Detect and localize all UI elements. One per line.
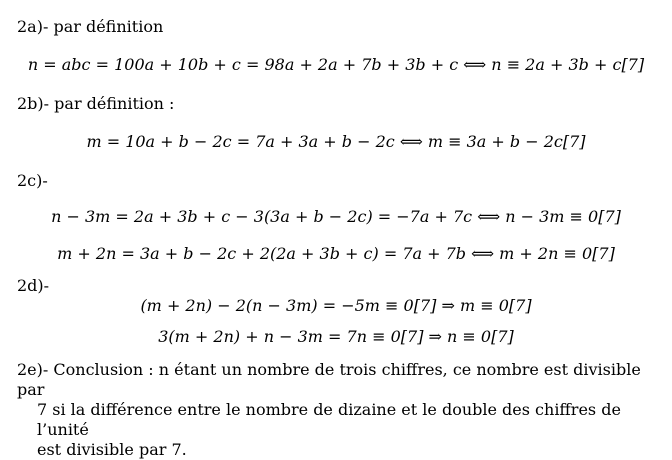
section-2b-label: 2b)- par définition : bbox=[17, 94, 175, 113]
equation-2b: m = 10a + b − 2c = 7a + 3a + b − 2c ⟺ m ≡ 3a + b − 2c[7] bbox=[86, 132, 586, 151]
section-2a-label: 2a)- par définition bbox=[17, 17, 164, 36]
section-2c-label: 2c)- bbox=[17, 171, 48, 190]
conclusion-paragraph bbox=[17, 360, 657, 460]
conclusion-line-2: 7 si la différence entre le nombre de dizaine et le double des chiffres de l’unité bbox=[37, 400, 621, 439]
equation-2d-1: (m + 2n) − 2(n − 3m) = −5m ≡ 0[7] ⇒ m ≡ 0[7] bbox=[140, 296, 532, 315]
equation-2c-1: n − 3m = 2a + 3b + c − 3(3a + b − 2c) = −7a + 7c ⟺ n − 3m ≡ 0[7] bbox=[51, 207, 621, 226]
equation-2d-2: 3(m + 2n) + n − 3m = 7n ≡ 0[7] ⇒ n ≡ 0[7] bbox=[158, 327, 514, 346]
equation-2c-2: m + 2n = 3a + b − 2c + 2(2a + 3b + c) = 7a + 7b ⟺ m + 2n ≡ 0[7] bbox=[57, 244, 615, 263]
equation-2a: n = abc = 100a + 10b + c = 98a + 2a + 7b + 3b + c ⟺ n ≡ 2a + 3b + c[7] bbox=[27, 55, 645, 74]
conclusion-line-1: 2e)- Conclusion : n étant un nombre de trois chiffres, ce nombre est divisible par bbox=[17, 360, 641, 399]
section-2d-label: 2d)- bbox=[17, 276, 50, 295]
conclusion-line-3: est divisible par 7. bbox=[37, 440, 187, 459]
